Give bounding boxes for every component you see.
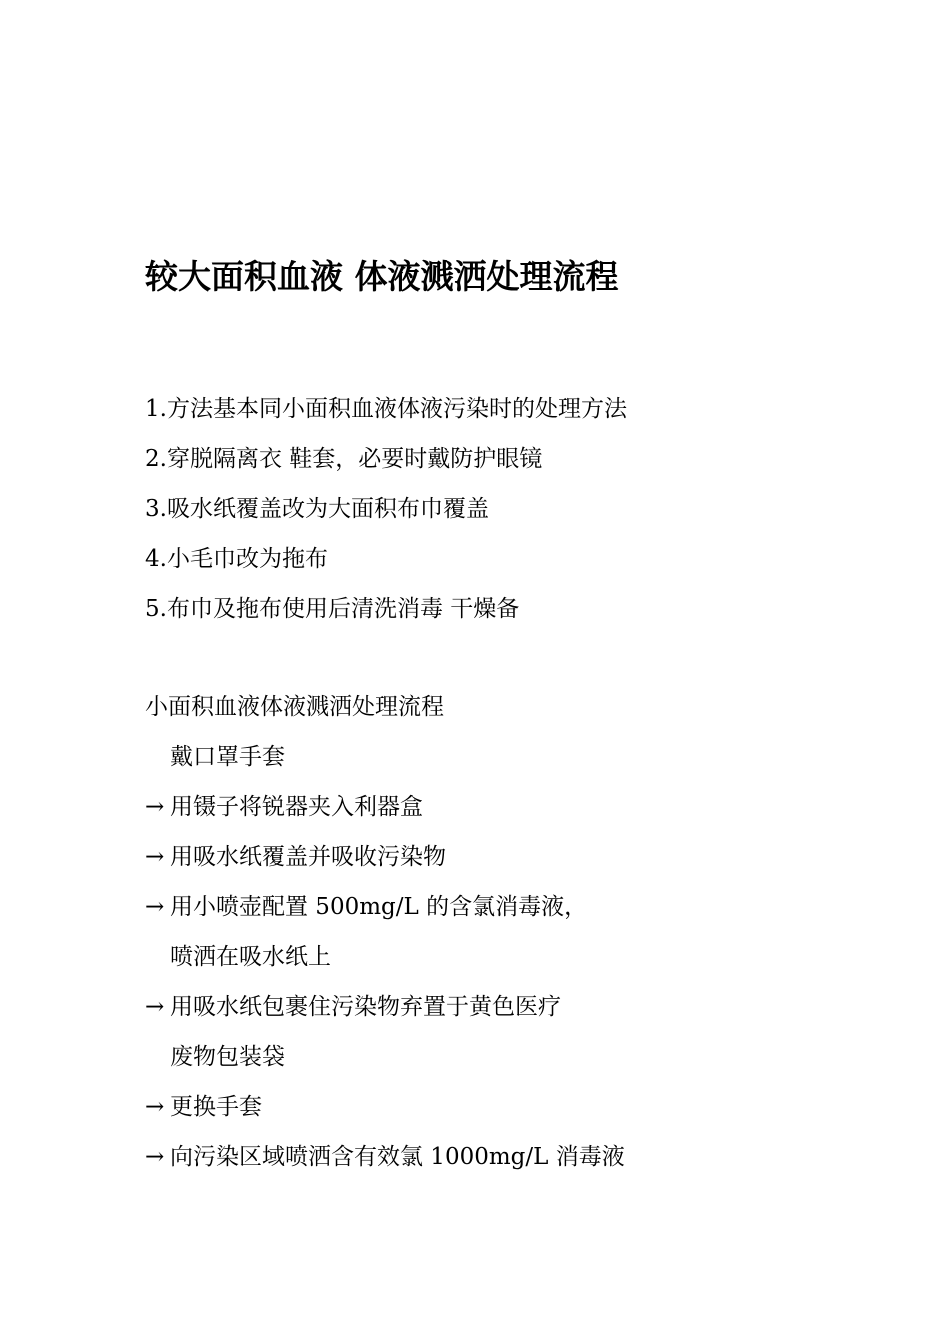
flow-item-text: 戴口罩手套 — [170, 744, 285, 770]
step-item: 3.吸水纸覆盖改为大面积布巾覆盖 — [145, 496, 489, 522]
arrow-marker — [145, 732, 170, 782]
arrow-marker — [145, 1032, 170, 1082]
flow-item-text: 用小喷壶配置 500mg/L 的含氯消毒液， — [170, 894, 588, 920]
flow-item — [145, 882, 625, 932]
step-item: 1.方法基本同小面积血液体液污染时的处理方法 — [145, 396, 627, 422]
flow-item — [145, 982, 625, 1032]
small-area-section — [145, 682, 625, 1182]
flow-item-text: 喷洒在吸水纸上 — [170, 944, 331, 970]
arrow-marker: → — [145, 894, 165, 920]
arrow-marker — [145, 932, 170, 982]
section-title: 小面积血液体液溅洒处理流程 — [145, 694, 444, 720]
flow-item-text: 用镊子将锐器夹入利器盒 — [170, 794, 423, 820]
flow-item — [145, 1132, 625, 1182]
flow-item — [145, 1032, 625, 1082]
flow-item — [145, 782, 625, 832]
arrow-marker: → — [145, 844, 165, 870]
flow-item-text: 更换手套 — [170, 1094, 262, 1120]
flow-item — [145, 832, 625, 882]
flow-item — [145, 1082, 625, 1132]
small-area-flow-list — [145, 732, 625, 1182]
arrow-marker: → — [145, 1144, 165, 1170]
document-title: 较大面积血液 体液溅洒处理流程 — [145, 257, 619, 296]
flow-item-text: 用吸水纸覆盖并吸收污染物 — [170, 844, 446, 870]
arrow-marker: → — [145, 794, 165, 820]
flow-item — [145, 732, 625, 782]
step-item: 2.穿脱隔离衣 鞋套，必要时戴防护眼镜 — [145, 446, 543, 472]
flow-item-text: 向污染区域喷洒含有效氯 1000mg/L 消毒液 — [170, 1144, 625, 1170]
large-area-steps-list — [145, 384, 627, 634]
arrow-marker: → — [145, 994, 165, 1020]
step-item: 4.小毛巾改为拖布 — [145, 546, 328, 572]
arrow-marker: → — [145, 1094, 165, 1120]
step-item: 5.布巾及拖布使用后清洗消毒 干燥备 — [145, 596, 520, 622]
flow-item-text: 废物包装袋 — [170, 1044, 285, 1070]
flow-item-text: 用吸水纸包裹住污染物弃置于黄色医疗 — [170, 994, 561, 1020]
flow-item — [145, 932, 625, 982]
